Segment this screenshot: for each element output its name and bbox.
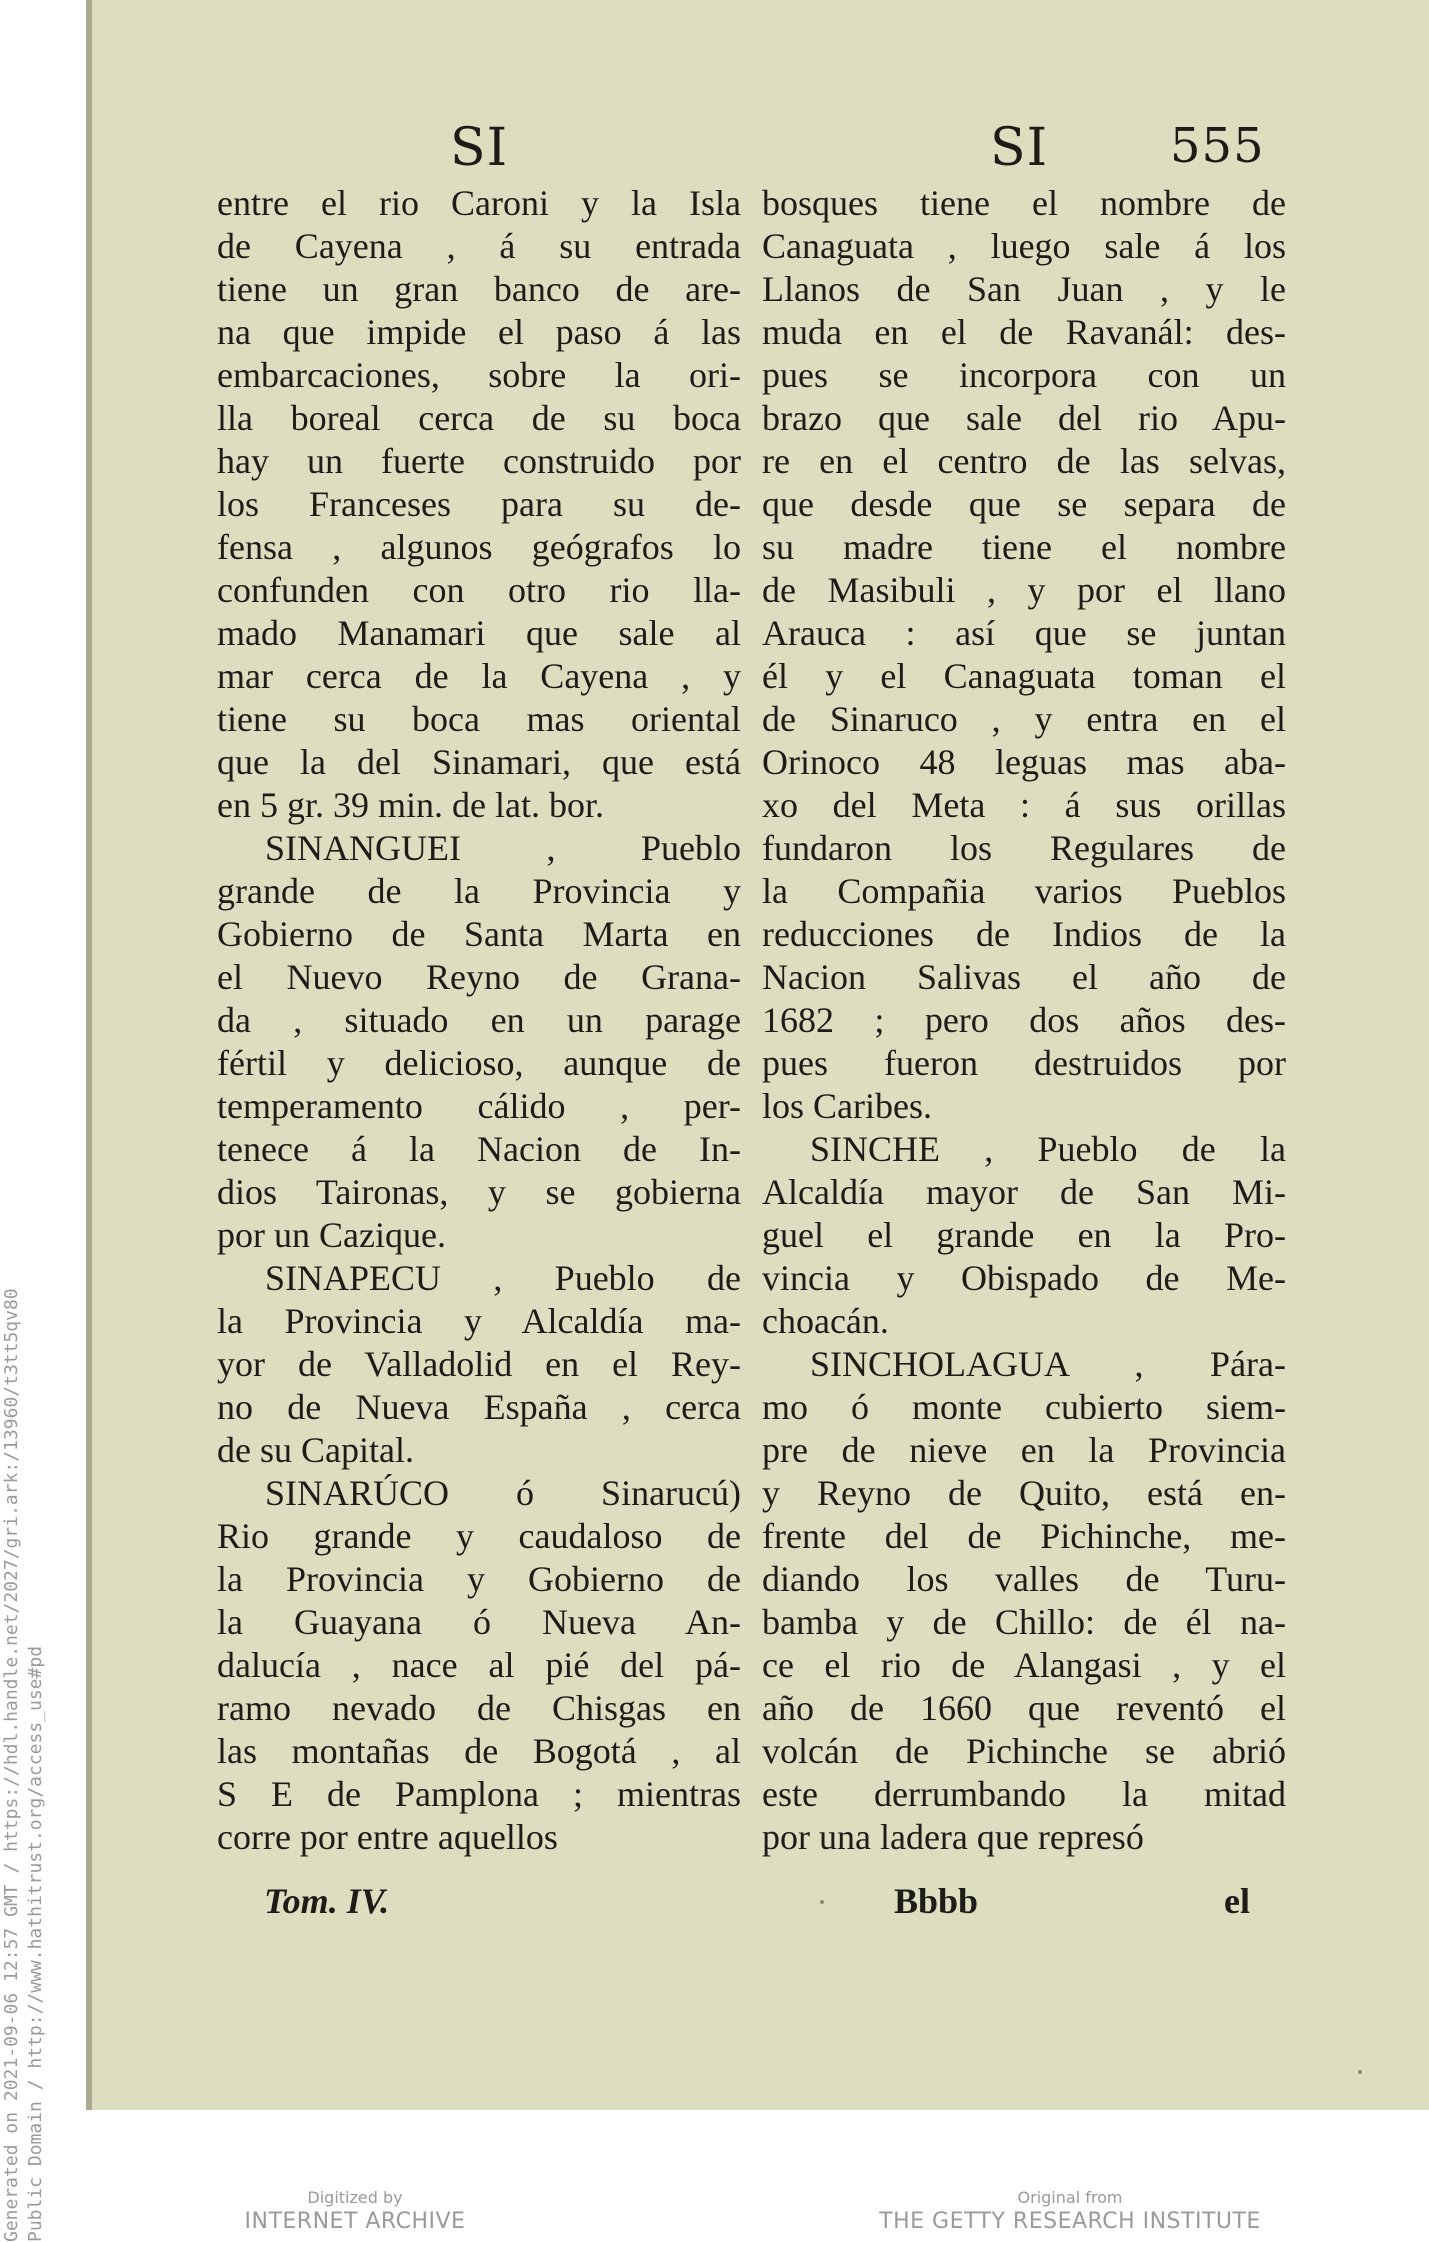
text-line: choacán.	[762, 1301, 889, 1341]
text-line: de su Capital.	[217, 1430, 414, 1470]
credit-getty: THE GETTY RESEARCH INSTITUTE	[879, 2209, 1261, 2234]
text-line: que la del Sinamari, que está	[217, 742, 741, 782]
text-line: bamba y de Chillo: de él na-	[762, 1602, 1286, 1642]
text-line: dalucía , nace al pié del pá-	[217, 1645, 741, 1685]
text-line: Llanos de San Juan , y le	[762, 269, 1286, 309]
text-line: tiene su boca mas oriental	[217, 699, 741, 739]
text-line: guel el grande en la Pro-	[762, 1215, 1286, 1255]
text-line: Arauca : así que se juntan	[762, 613, 1286, 653]
text-column-left	[217, 182, 741, 1859]
text-line: la Guayana ó Nueva An-	[217, 1602, 741, 1642]
text-line: reducciones de Indios de la	[762, 914, 1286, 954]
text-line: ramo nevado de Chisgas en	[217, 1688, 741, 1728]
running-head-right: SI	[990, 118, 1049, 178]
text-line: tiene un gran banco de are-	[217, 269, 741, 309]
text-line: y Reyno de Quito, está en-	[762, 1473, 1286, 1513]
credit-original-label: Original from	[1017, 2188, 1123, 2207]
text-line: Rio grande y caudaloso de	[217, 1516, 741, 1556]
text-line: corre por entre aquellos	[217, 1817, 558, 1857]
text-line: en 5 gr. 39 min. de lat. bor.	[217, 785, 604, 825]
text-line: da , situado en un parage	[217, 1000, 741, 1040]
text-line: de Sinaruco , y entra en el	[762, 699, 1286, 739]
text-line: mar cerca de la Cayena , y	[217, 656, 741, 696]
text-line: la Provincia y Gobierno de	[217, 1559, 741, 1599]
text-line: entre el rio Caroni y la Isla	[217, 183, 741, 223]
text-line: lla boreal cerca de su boca	[217, 398, 741, 438]
text-line: año de 1660 que reventó el	[762, 1688, 1286, 1728]
text-line: el Nuevo Reyno de Grana-	[217, 957, 741, 997]
text-line: pre de nieve en la Provincia	[762, 1430, 1286, 1470]
text-line: por un Cazique.	[217, 1215, 446, 1255]
credit-digitized-label: Digitized by	[307, 2188, 403, 2207]
text-line: los Caribes.	[762, 1086, 932, 1126]
text-line: de Cayena , á su entrada	[217, 226, 741, 266]
text-line: volcán de Pichinche se abrió	[762, 1731, 1286, 1771]
text-line: no de Nueva España , cerca	[217, 1387, 741, 1427]
text-line: yor de Valladolid en el Rey-	[217, 1344, 741, 1384]
text-line: S E de Pamplona ; mientras	[217, 1774, 741, 1814]
text-line: 1682 ; pero dos años des-	[762, 1000, 1286, 1040]
text-line: que desde que se separa de	[762, 484, 1286, 524]
text-line: Canaguata , luego sale á los	[762, 226, 1286, 266]
text-line: este derrumbando la mitad	[762, 1774, 1286, 1814]
hathitrust-side-stamp	[0, 1092, 48, 2242]
text-line: Orinoco 48 leguas mas aba-	[762, 742, 1286, 782]
text-line: fundaron los Regulares de	[762, 828, 1286, 868]
stamp-line-public-domain: Public Domain / http://www.hathitrust.org/access_use#pd	[25, 1645, 46, 2242]
text-line: SINANGUEI , Pueblo	[265, 828, 741, 868]
credit-internet-archive: INTERNET ARCHIVE	[244, 2209, 466, 2234]
text-line: ce el rio de Alangasi , y el	[762, 1645, 1286, 1685]
text-line: vincia y Obispado de Me-	[762, 1258, 1286, 1298]
text-line: pues se incorpora con un	[762, 355, 1286, 395]
text-line: fértil y delicioso, aunque de	[217, 1043, 741, 1083]
text-line: la Compañia varios Pueblos	[762, 871, 1286, 911]
ink-speck	[1358, 2070, 1362, 2074]
text-line: los Franceses para su de-	[217, 484, 741, 524]
text-line: frente del de Pichinche, me-	[762, 1516, 1286, 1556]
credit-digitized-by	[240, 2188, 470, 2236]
text-line: brazo que sale del rio Apu-	[762, 398, 1286, 438]
stamp-line-generated: Generated on 2021-09-06 12:57 GMT / https://hdl.handle.net/2027/gri.ark:/13960/t3tt5qv80	[1, 1288, 22, 2242]
text-line: tenece á la Nacion de In-	[217, 1129, 741, 1169]
text-line: Gobierno de Santa Marta en	[217, 914, 741, 954]
running-head-left: SI	[450, 118, 509, 178]
text-line: él y el Canaguata toman el	[762, 656, 1286, 696]
text-line: xo del Meta : á sus orillas	[762, 785, 1286, 825]
page-number: 555	[1170, 118, 1265, 174]
text-column-right	[762, 182, 1286, 1859]
credit-original-from	[870, 2188, 1270, 2236]
text-line: SINCHOLAGUA , Pára-	[810, 1344, 1286, 1384]
text-line: temperamento cálido , per-	[217, 1086, 741, 1126]
text-line: mo ó monte cubierto siem-	[762, 1387, 1286, 1427]
text-line: grande de la Provincia y	[217, 871, 741, 911]
text-line: dios Taironas, y se gobierna	[217, 1172, 741, 1212]
text-line: SINCHE , Pueblo de la	[810, 1129, 1286, 1169]
text-line: Alcaldía mayor de San Mi-	[762, 1172, 1286, 1212]
text-line: su madre tiene el nombre	[762, 527, 1286, 567]
text-line: re en el centro de las selvas,	[762, 441, 1286, 481]
text-line: SINARÚCO ó Sinarucú)	[265, 1473, 741, 1513]
text-line: SINAPECU , Pueblo de	[265, 1258, 741, 1298]
text-line: las montañas de Bogotá , al	[217, 1731, 741, 1771]
text-line: embarcaciones, sobre la ori-	[217, 355, 741, 395]
text-line: la Provincia y Alcaldía ma-	[217, 1301, 741, 1341]
signature-mark: Bbbb	[894, 1881, 979, 1921]
text-line: hay un fuerte construido por	[217, 441, 741, 481]
catchword: el	[1224, 1881, 1250, 1921]
text-line: bosques tiene el nombre de	[762, 183, 1286, 223]
text-line: pues fueron destruidos por	[762, 1043, 1286, 1083]
text-line: fensa , algunos geógrafos lo	[217, 527, 741, 567]
text-line: na que impide el paso á las	[217, 312, 741, 352]
text-line: por una ladera que represó	[762, 1817, 1144, 1857]
text-line: diando los valles de Turu-	[762, 1559, 1286, 1599]
text-line: de Masibuli , y por el llano	[762, 570, 1286, 610]
text-line: mado Manamari que sale al	[217, 613, 741, 653]
volume-label: Tom. IV.	[264, 1881, 390, 1921]
text-line: muda en el de Ravanál: des-	[762, 312, 1286, 352]
text-line: confunden con otro rio lla-	[217, 570, 741, 610]
text-line: Nacion Salivas el año de	[762, 957, 1286, 997]
page-gutter-edge	[86, 0, 92, 2110]
ink-speck	[820, 1900, 824, 1904]
